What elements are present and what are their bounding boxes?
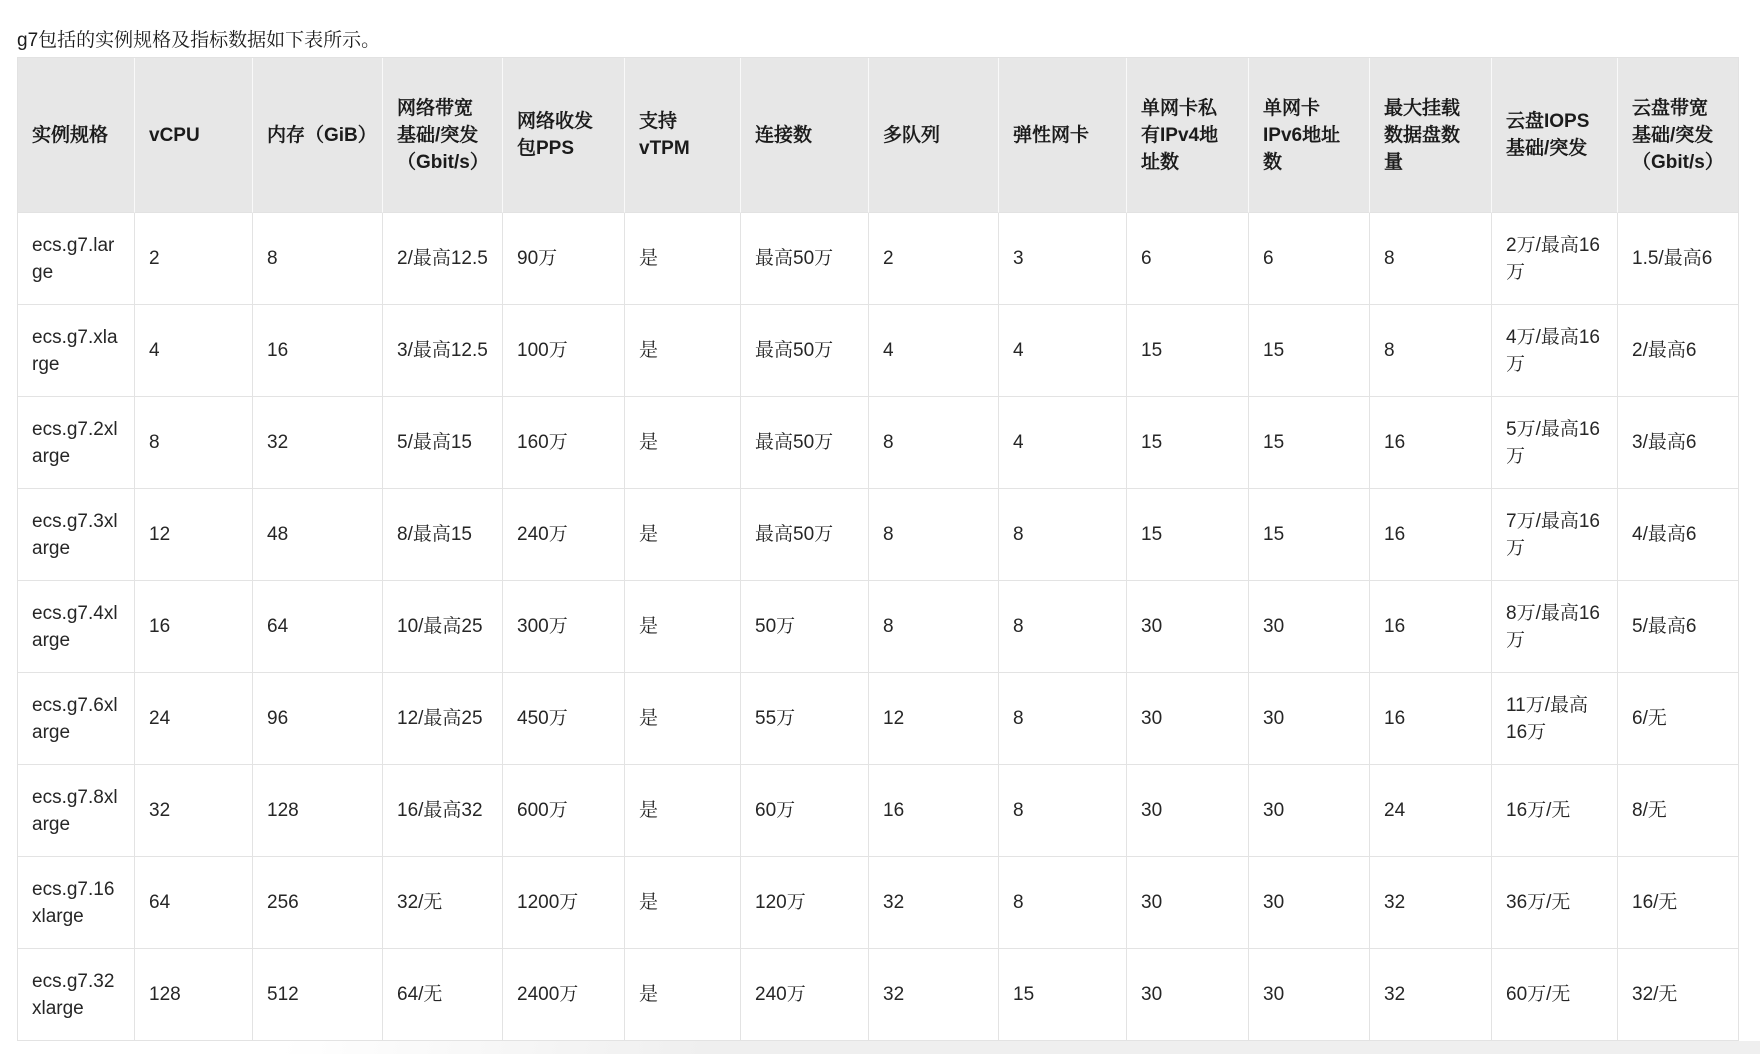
table-cell: 2万/最高16万 [1492,213,1618,305]
table-cell: 4 [999,397,1127,489]
table-cell: 是 [625,949,741,1041]
column-header-disk-iops: 云盘IOPS基础/突发 [1492,58,1618,213]
table-cell: 64/无 [383,949,503,1041]
column-header-instance-spec: 实例规格 [18,58,135,213]
table-cell: 50万 [741,581,869,673]
table-cell: 30 [1127,857,1249,949]
table-cell: 30 [1127,673,1249,765]
table-cell: 32/无 [383,857,503,949]
table-cell: 16 [869,765,999,857]
column-header-ipv4-per-eni: 单网卡私有IPv4地址数 [1127,58,1249,213]
column-header-max-data-disks: 最大挂载数据盘数量 [1370,58,1492,213]
table-cell: 最高50万 [741,489,869,581]
table-cell: 1.5/最高6 [1618,213,1739,305]
table-cell: 15 [999,949,1127,1041]
table-cell: 是 [625,397,741,489]
table-cell: 16/最高32 [383,765,503,857]
table-cell: 是 [625,489,741,581]
table-cell: 8 [999,765,1127,857]
table-cell: 32 [869,949,999,1041]
table-cell: 4/最高6 [1618,489,1739,581]
table-cell: 256 [253,857,383,949]
table-cell: 32 [135,765,253,857]
table-cell: 8 [999,857,1127,949]
table-cell: 30 [1249,765,1370,857]
table-cell: 8/最高15 [383,489,503,581]
table-cell: 30 [1127,581,1249,673]
table-cell: 15 [1249,305,1370,397]
table-cell: 8 [999,489,1127,581]
table-cell: 16 [1370,581,1492,673]
table-cell: 30 [1249,857,1370,949]
table-cell: 32 [253,397,383,489]
table-cell: 12/最高25 [383,673,503,765]
table-cell: 160万 [503,397,625,489]
table-cell: 2/最高6 [1618,305,1739,397]
instance-spec-table [17,57,1739,1041]
table-cell: 6 [1249,213,1370,305]
table-cell: 90万 [503,213,625,305]
table-cell: 8 [869,581,999,673]
table-cell: 1200万 [503,857,625,949]
table-cell: 8 [999,673,1127,765]
column-header-connections: 连接数 [741,58,869,213]
table-cell: 是 [625,765,741,857]
table-cell: 8 [869,489,999,581]
table-cell: 15 [1127,305,1249,397]
table-cell: 16 [253,305,383,397]
table-cell: 4 [869,305,999,397]
table-cell: 120万 [741,857,869,949]
column-header-queues: 多队列 [869,58,999,213]
table-cell: 11万/最高16万 [1492,673,1618,765]
table-cell: 4 [135,305,253,397]
table-cell: 15 [1127,397,1249,489]
table-cell: 12 [869,673,999,765]
column-header-ipv6-per-eni: 单网卡IPv6地址数 [1249,58,1370,213]
table-cell: 300万 [503,581,625,673]
table-cell: ecs.g7.6xlarge [18,673,135,765]
table-cell: 36万/无 [1492,857,1618,949]
table-cell: 8 [869,397,999,489]
table-cell: 30 [1127,949,1249,1041]
table-cell: ecs.g7.32xlarge [18,949,135,1041]
table-cell: 16/无 [1618,857,1739,949]
table-cell: 48 [253,489,383,581]
table-cell: ecs.g7.3xlarge [18,489,135,581]
intro-text: g7包括的实例规格及指标数据如下表所示。 [17,30,381,51]
table-row [18,857,1739,949]
table-cell: 是 [625,305,741,397]
table-cell: 32/无 [1618,949,1739,1041]
table-cell: ecs.g7.16xlarge [18,857,135,949]
table-cell: 30 [1249,949,1370,1041]
table-cell: ecs.g7.4xlarge [18,581,135,673]
table-cell: 最高50万 [741,213,869,305]
table-cell: 2400万 [503,949,625,1041]
column-header-enis: 弹性网卡 [999,58,1127,213]
table-cell: 7万/最高16万 [1492,489,1618,581]
table-cell: 12 [135,489,253,581]
table-cell: 最高50万 [741,305,869,397]
table-cell: 15 [1249,397,1370,489]
table-cell: 8 [999,581,1127,673]
table-cell: 64 [253,581,383,673]
table-cell: 96 [253,673,383,765]
table-row [18,397,1739,489]
table-cell: 55万 [741,673,869,765]
table-container [17,57,1739,1041]
table-cell: 2 [869,213,999,305]
table-cell: 是 [625,581,741,673]
table-cell: 60万/无 [1492,949,1618,1041]
table-cell: 3/最高6 [1618,397,1739,489]
table-cell: 8 [253,213,383,305]
table-cell: 30 [1127,765,1249,857]
table-row [18,581,1739,673]
table-cell: 60万 [741,765,869,857]
column-header-network-bandwidth: 网络带宽基础/突发（Gbit/s） [383,58,503,213]
column-header-pps: 网络收发包PPS [503,58,625,213]
table-cell: 24 [1370,765,1492,857]
table-cell: 240万 [741,949,869,1041]
table-cell: 8/无 [1618,765,1739,857]
table-cell: 4万/最高16万 [1492,305,1618,397]
table-cell: 8 [1370,213,1492,305]
table-cell: 6 [1127,213,1249,305]
table-cell: 是 [625,857,741,949]
table-cell: 16 [1370,673,1492,765]
table-cell: 16万/无 [1492,765,1618,857]
table-cell: 2/最高12.5 [383,213,503,305]
table-cell: 16 [135,581,253,673]
table-cell: 8 [135,397,253,489]
table-cell: 15 [1127,489,1249,581]
table-cell: 8万/最高16万 [1492,581,1618,673]
table-cell: ecs.g7.xlarge [18,305,135,397]
table-cell: 64 [135,857,253,949]
table-cell: 3 [999,213,1127,305]
table-cell: 100万 [503,305,625,397]
table-row [18,765,1739,857]
table-row [18,489,1739,581]
table-cell: 450万 [503,673,625,765]
horizontal-scrollbar-track[interactable] [0,1041,1760,1054]
table-cell: 16 [1370,397,1492,489]
column-header-vtpm: 支持vTPM [625,58,741,213]
table-cell: ecs.g7.large [18,213,135,305]
table-cell: 5万/最高16万 [1492,397,1618,489]
table-cell: 30 [1249,581,1370,673]
table-cell: 240万 [503,489,625,581]
table-cell: 15 [1249,489,1370,581]
table-cell: 32 [1370,949,1492,1041]
table-cell: 128 [135,949,253,1041]
table-cell: 2 [135,213,253,305]
table-row [18,305,1739,397]
table-cell: 24 [135,673,253,765]
table-cell: 32 [869,857,999,949]
header-row [18,58,1739,213]
table-cell: 4 [999,305,1127,397]
table-row [18,673,1739,765]
table-cell: 是 [625,213,741,305]
table-cell: 10/最高25 [383,581,503,673]
table-cell: 16 [1370,489,1492,581]
table-cell: 最高50万 [741,397,869,489]
table-cell: 8 [1370,305,1492,397]
table-cell: 6/无 [1618,673,1739,765]
column-header-disk-bandwidth: 云盘带宽基础/突发（Gbit/s） [1618,58,1739,213]
table-cell: 5/最高15 [383,397,503,489]
table-cell: 3/最高12.5 [383,305,503,397]
table-cell: ecs.g7.2xlarge [18,397,135,489]
table-cell: 512 [253,949,383,1041]
table-cell: 是 [625,673,741,765]
column-header-vcpu: vCPU [135,58,253,213]
table-cell: ecs.g7.8xlarge [18,765,135,857]
table-row [18,949,1739,1041]
table-cell: 30 [1249,673,1370,765]
table-cell: 600万 [503,765,625,857]
table-cell: 5/最高6 [1618,581,1739,673]
table-row [18,213,1739,305]
table-cell: 32 [1370,857,1492,949]
table-cell: 128 [253,765,383,857]
column-header-memory: 内存（GiB） [253,58,383,213]
